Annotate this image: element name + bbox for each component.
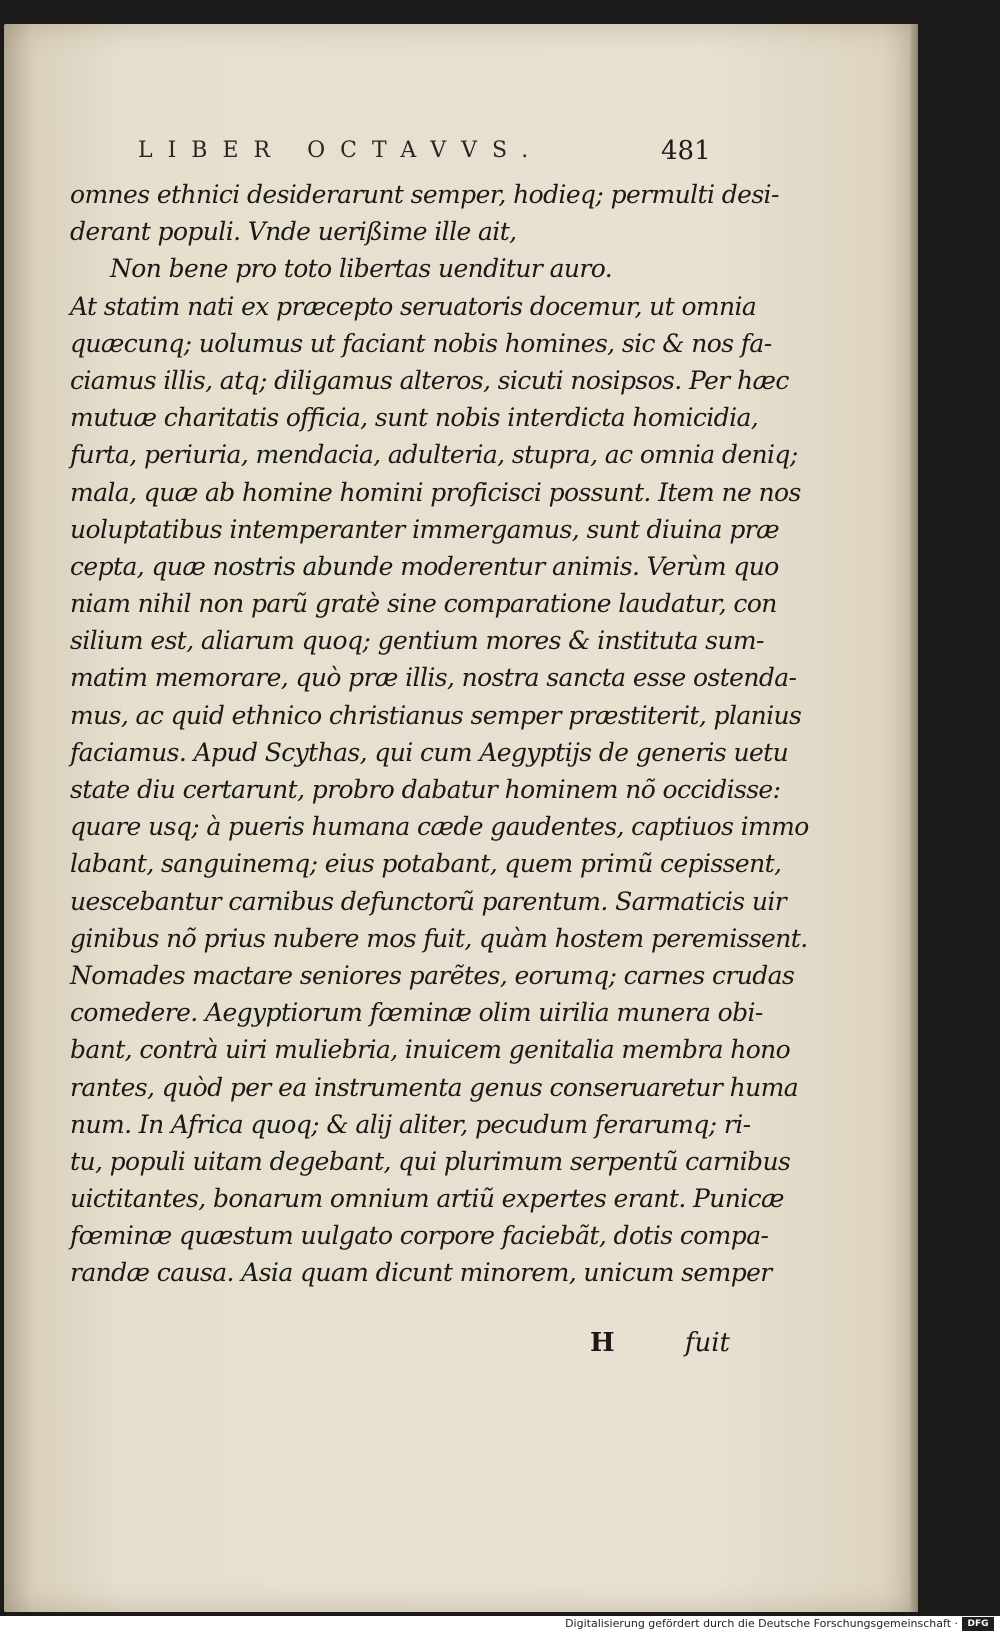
text-line: quæcunq; uolumus ut faciant nobis homines, sic & nos fa- (70, 328, 772, 358)
running-title: LIBER OCTAVVS. (138, 138, 544, 163)
text-line: comedere. Aegyptiorum fœminæ olim uirilia munera obi- (70, 998, 763, 1028)
page-foot (590, 1328, 730, 1368)
signature-mark: H (590, 1328, 615, 1358)
text-line: silium est, aliarum quoq; gentium mores & instituta sum- (70, 626, 764, 656)
text-line: uescebantur carnibus defunctorũ parentum. Sarmaticis uir (70, 886, 787, 916)
text-line: quare usq; à pueris humana cæde gaudentes, captiuos immo (70, 812, 809, 842)
page-number: 481 (661, 136, 711, 166)
catchword: fuit (684, 1328, 730, 1358)
page-edge (910, 24, 918, 1612)
text-line: faciamus. Apud Scythas, qui cum Aegyptijs de generis uetu (70, 737, 789, 767)
text-line: rantes, quòd per ea instrumenta genus conseruaretur huma (70, 1072, 799, 1102)
text-line: derant populi. Vnde uerißime ille ait, (70, 217, 517, 247)
text-line: fœminæ quæstum uulgato corpore faciebãt, dotis compa- (70, 1221, 769, 1251)
text-line: uictitantes, bonarum omnium artiũ expertes erant. Punicæ (70, 1184, 784, 1214)
text-line: mus, ac quid ethnico christianus semper præstiterit, planius (70, 700, 802, 730)
text-line: Nomades mactare seniores parẽtes, eorumq; carnes crudas (70, 960, 795, 990)
body-text (70, 176, 809, 1292)
dfg-logo: DFG (962, 1617, 994, 1631)
text-line: state diu certarunt, probro dabatur hominem nõ occidisse: (70, 775, 781, 804)
text-line: uoluptatibus intemperanter immergamus, sunt diuina præ (70, 514, 779, 544)
text-line: cepta, quæ nostris abunde moderentur animis. Verùm quo (70, 551, 779, 581)
text-line: mutuæ charitatis officia, sunt nobis interdicta homicidia, (70, 403, 759, 433)
text-line: num. In Africa quoq; & alij aliter, pecudum ferarumq; ri- (70, 1109, 751, 1139)
digitization-credit: Digitalisierung gefördert durch die Deutsche Forschungsgemeinschaft · (565, 1617, 958, 1630)
text-line: ginibus nõ prius nubere mos fuit, quàm hostem peremissent. (70, 923, 808, 953)
text-line: bant, contrà uiri muliebria, inuicem genitalia membra hono (70, 1035, 791, 1065)
text-line: ciamus illis, atq; diligamus alteros, sicuti nosipsos. Per hæc (70, 365, 789, 395)
text-line: furta, periuria, mendacia, adulteria, stupra, ac omnia deniq; (70, 440, 798, 470)
text-line: tu, populi uitam degebant, qui plurimum serpentũ carnibus (70, 1146, 791, 1176)
text-line: randæ causa. Asia quam dicunt minorem, unicum semper (70, 1258, 772, 1288)
text-line: matim memorare, quò præ illis, nostra sancta esse ostenda- (70, 663, 797, 693)
text-line: mala, quæ ab homine homini proficisci possunt. Item ne nos (70, 477, 801, 507)
text-line: niam nihil non parũ gratè sine comparatione laudatur, con (70, 589, 777, 619)
text-line: omnes ethnici desiderarunt semper, hodieq; permulti desi- (70, 180, 779, 209)
text-line: At statim nati ex præcepto seruatoris docemur, ut omnia (70, 291, 757, 321)
text-line: labant, sanguinemq; eius potabant, quem primũ cepissent, (70, 849, 782, 879)
book-page (4, 24, 918, 1612)
verse-line: Non bene pro toto libertas uenditur auro. (110, 254, 613, 284)
